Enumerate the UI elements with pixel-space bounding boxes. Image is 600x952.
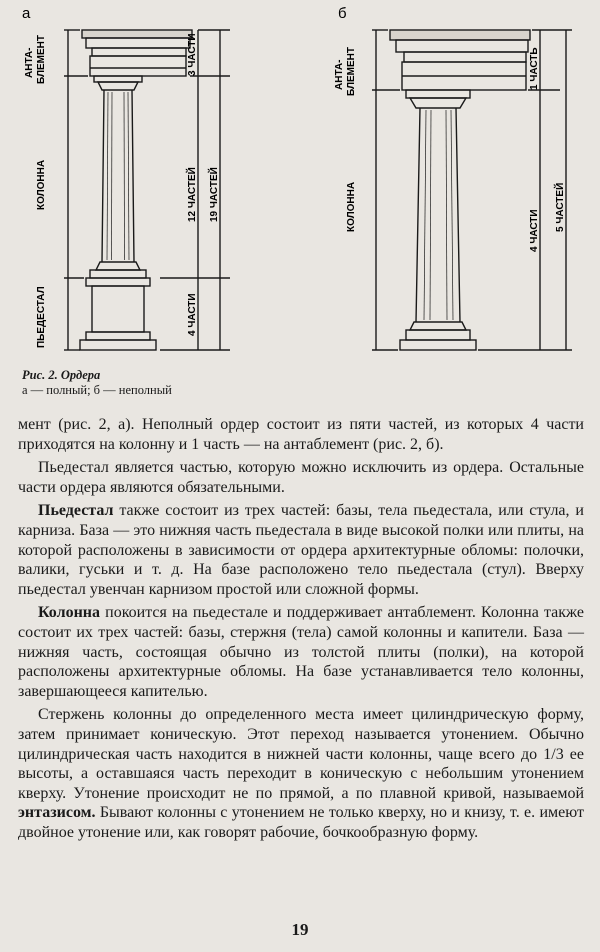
b-label-column: КОЛОННА	[346, 181, 357, 232]
a-parts-column: 12 ЧАСТЕЙ	[187, 167, 198, 222]
paragraph-2: Пьедестал является частью, которую можно исключить из ордера. Остальные части ордера являются обязательными.	[18, 459, 584, 496]
paragraph-4	[18, 603, 584, 701]
a-parts-total: 19 ЧАСТЕЙ	[209, 167, 220, 222]
paragraph-1: мент (рис. 2, а). Неполный ордер состоит из пяти частей, из которых 4 части приходятся на колонну и 1 часть — на антаблемент (рис. 2, б).	[18, 416, 584, 453]
figure-caption	[22, 368, 422, 398]
panel-b-letter: б	[338, 5, 347, 22]
paragraph-5-text-b: ее высоты, а оставшаяся часть переходит в коническую с небольшим утонением кверху. Утонение происходит не по прямой, а по плавной кривой, называемой	[18, 745, 585, 802]
a-parts-pedestal: 4 ЧАСТИ	[187, 293, 198, 336]
panel-a-letter: а	[22, 5, 31, 22]
body-text	[18, 415, 584, 842]
term-pedestal: Пьедестал	[38, 502, 114, 520]
b-label-entablature-1: АНТА-	[334, 59, 345, 90]
fraction-one-third: 1/3	[543, 745, 564, 763]
paragraph-4-text: покоится на пьедестале и поддерживает антаблемент. Колонна также состоит их трех частей: базы, стержня (тела) самой колонны и капители. База — нижняя часть, состоящая обычно из толстой плиты (полки), на которой расположены архитектурные обломы. На базе устанавливается тело колонны, завершающееся капителью.	[18, 604, 584, 700]
a-label-entablature-2: БЛЕМЕНТ	[36, 35, 47, 84]
b-parts-total: 5 ЧАСТЕЙ	[555, 182, 566, 232]
a-label-column: КОЛОННА	[36, 159, 47, 210]
b-parts-column: 4 ЧАСТИ	[529, 209, 540, 252]
a-label-entablature-1: АНТА-	[24, 47, 35, 78]
b-parts-entablature: 1 ЧАСТЬ	[529, 47, 540, 90]
a-label-pedestal: ПЬЕДЕСТАЛ	[36, 286, 47, 348]
paragraph-5-text-a: Стержень колонны до определенного места имеет цилиндрическую форму, затем принимает коническую. Этот переход называется утонением. Обычно цилиндрическая часть находится в нижней части колонны, чаще всего до	[18, 706, 584, 763]
caption-title: Рис. 2. Ордера	[22, 368, 101, 382]
page-number: 19	[291, 920, 309, 939]
b-label-entablature-2: БЛЕМЕНТ	[346, 47, 357, 96]
caption-subtitle: а — полный; б — неполный	[22, 383, 172, 397]
paragraph-5-text-c: Бывают колонны с утонением не только кверху, но и книзу, т. е. имеют двойное утонение или, как говорят рабочие, бочкообразную форму.	[18, 804, 584, 841]
paragraph-3	[18, 501, 584, 599]
paragraph-5	[18, 705, 584, 842]
paragraph-3-text: также состоит из трех частей: базы, тела пьедестала, или стула, и карниза. База — это нижняя часть пьедестала в виде высокой полки или плиты, на которой расположены в зависимости от ордера архитектурные обломы: полочки, валики, гуськи и т. д. На базе расположено тело пьедестала (стул). Вверху пьедестал увенчан карнизом простой или сложной формы.	[18, 502, 584, 598]
term-column: Колонна	[38, 604, 101, 622]
orders-figure	[20, 0, 580, 375]
orders-drawing	[20, 0, 580, 375]
a-parts-entablature: 3 ЧАСТИ	[187, 33, 198, 76]
term-entasis: энтазисом.	[18, 804, 96, 822]
